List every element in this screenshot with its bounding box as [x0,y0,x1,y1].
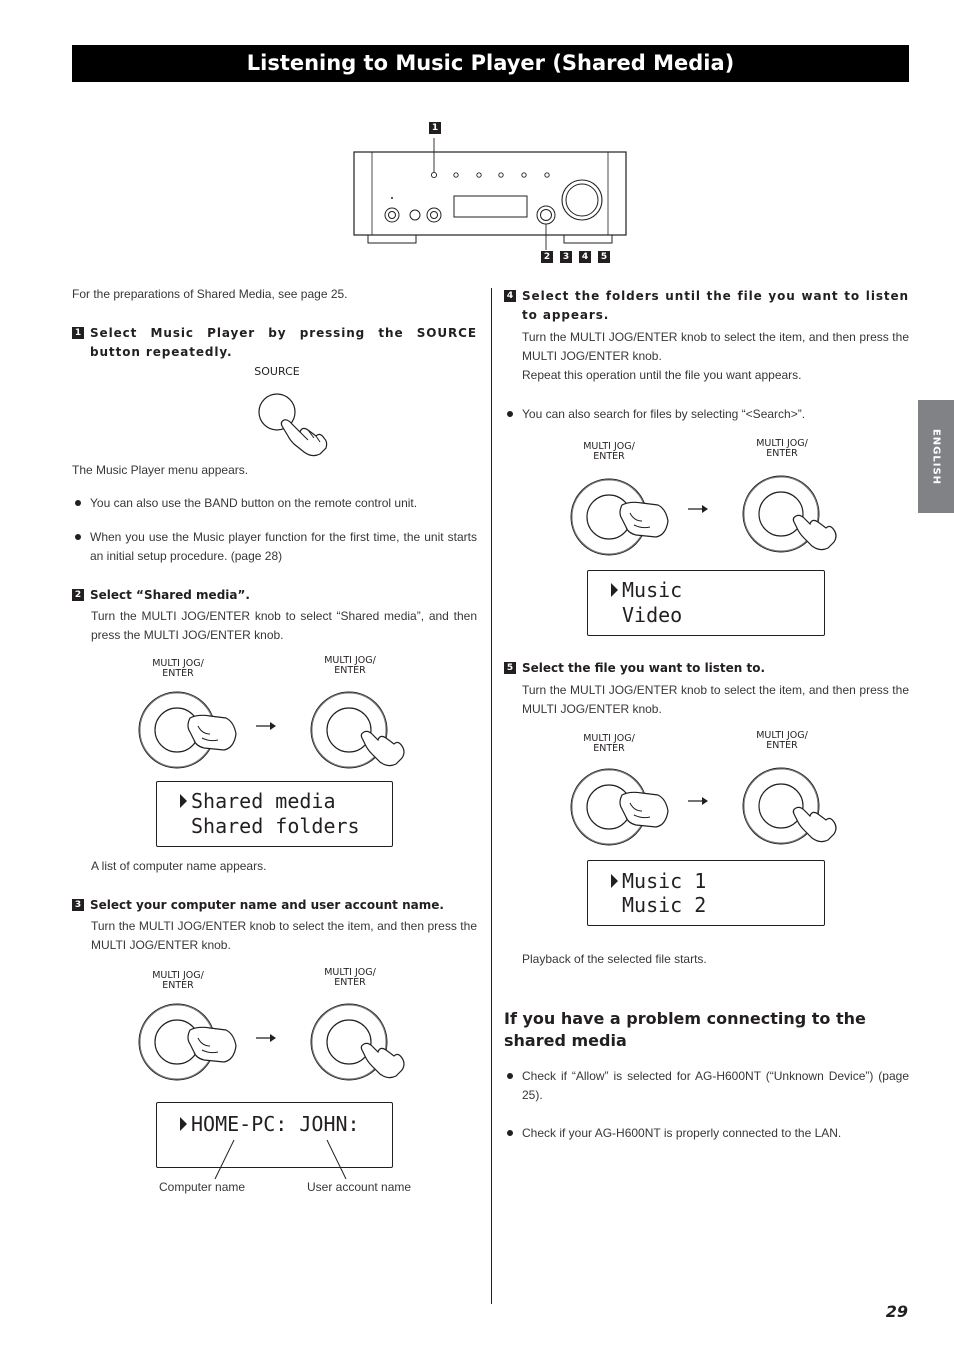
lcd-line-1: Shared media [191,789,336,813]
step-1-result: The Music Player menu appears. [72,463,249,477]
arrow-right-icon [688,795,710,807]
troubleshooting-bullet-1: Check if “Allow” is selected for AG-H600NT (“Unknown Device”) (page 25). [504,1067,909,1105]
cursor-triangle-icon [611,874,618,888]
step-2-result: A list of computer name appears. [91,859,267,873]
knob-turn-icon [138,1000,248,1085]
knob-label-press-3: MULTI JOG/ ENTER [756,438,808,459]
step-1-bullet-1: You can also use the BAND button on the remote control unit. [72,494,477,513]
device-front-panel-illustration [350,118,630,268]
lcd-line-2: Shared folders [191,814,360,838]
knob-label-turn-3: MULTI JOG/ ENTER [583,441,635,462]
arrow-right-icon [688,503,710,515]
step-4-heading-text: Select the folders until the file you want to listen to appears. [522,289,909,322]
step-5-body: Turn the MULTI JOG/ENTER knob to select the item, and then press the MULTI JOG/ENTER knob. [522,683,909,716]
cursor-triangle-icon [611,583,618,597]
step-1-bullet-2: When you use the Music player function for the first time, the unit starts an initial setup procedure. (page 28) [72,528,477,566]
step-4-bullet: You can also search for files by selecting “<Search>”. [504,405,909,424]
arrow-right-icon [256,720,278,732]
step-2-heading [72,586,477,605]
knob-press-icon [742,764,852,849]
step-3-body: Turn the MULTI JOG/ENTER knob to select the item, and then press the MULTI JOG/ENTER knob. [91,919,477,952]
troubleshooting-heading: If you have a problem connecting to the shared media [504,1009,866,1050]
computer-name-label: Computer name [159,1180,246,1194]
knob-turn-icon [570,765,680,850]
lcd-line-1: HOME-PC: JOHN: [191,1112,360,1136]
knob-label-press-1: MULTI JOG/ ENTER [324,655,376,676]
intro-text: For the preparations of Shared Media, see page 25. [72,287,348,301]
lcd-display-step-4 [587,570,825,636]
troubleshooting-bullet-2: Check if your AG-H600NT is properly connected to the LAN. [504,1124,909,1143]
step-4-heading [504,287,909,325]
knob-label-press-4: MULTI JOG/ ENTER [756,730,808,751]
page-number: 29 [885,1302,908,1321]
cursor-triangle-icon [180,794,187,808]
step-5-heading-text: Select the file you want to listen to. [522,661,766,675]
knob-turn-icon [138,688,248,773]
user-account-name-label: User account name [307,1180,412,1194]
knob-label-press-2: MULTI JOG/ ENTER [324,967,376,988]
step-2-body: Turn the MULTI JOG/ENTER knob to select “Shared media”, and then press the MULTI JOG/ENTER knob. [91,609,477,642]
step-2-heading-text: Select “Shared media”. [90,588,250,602]
knob-label-turn-4: MULTI JOG/ ENTER [583,733,635,754]
lcd-callout-lines [150,1138,370,1183]
step-5-heading [504,659,909,678]
step-3-number: 3 [72,899,84,911]
lcd-line-2: Music 2 [622,893,707,917]
lcd-line-1: Music [622,578,683,602]
device-callout-2: 2 [541,251,553,263]
knob-press-icon [310,688,420,773]
source-button-label: SOURCE [254,365,300,378]
lcd-display-step-2 [156,781,393,847]
device-callout-4: 4 [579,251,591,263]
step-1-heading-text: Select Music Player by pressing the SOURCE button repeatedly. [90,326,477,359]
step-2-number: 2 [72,589,84,601]
step-1-heading [72,324,477,362]
device-callout-3: 3 [560,251,572,263]
step-1-number: 1 [72,327,84,339]
lcd-line-1: Music 1 [622,869,707,893]
knob-label-turn-1: MULTI JOG/ ENTER [152,658,204,679]
source-button-press-icon [250,392,340,462]
column-divider [491,288,492,1304]
step-5-result: Playback of the selected file starts. [522,952,707,966]
knob-label-turn-2: MULTI JOG/ ENTER [152,970,204,991]
cursor-triangle-icon [180,1117,187,1131]
knob-press-icon [742,472,852,557]
device-callout-1: 1 [429,122,441,134]
language-tab-label: ENGLISH [930,428,942,485]
step-3-heading-text: Select your computer name and user account name. [90,898,444,912]
knob-turn-icon [570,475,680,560]
device-callout-5: 5 [598,251,610,263]
step-4-number: 4 [504,290,516,302]
arrow-right-icon [256,1032,278,1044]
page-title: Listening to Music Player (Shared Media) [72,45,909,82]
step-5-number: 5 [504,662,516,674]
step-4-body-2: Repeat this operation until the file you want appears. [522,368,802,382]
step-4-body: Turn the MULTI JOG/ENTER knob to select the item, and then press the MULTI JOG/ENTER knob. [522,330,909,363]
knob-press-icon [310,1000,420,1085]
lcd-display-step-5 [587,860,825,926]
language-tab [918,400,954,513]
step-3-heading [72,896,477,915]
lcd-line-2: Video [622,603,683,627]
